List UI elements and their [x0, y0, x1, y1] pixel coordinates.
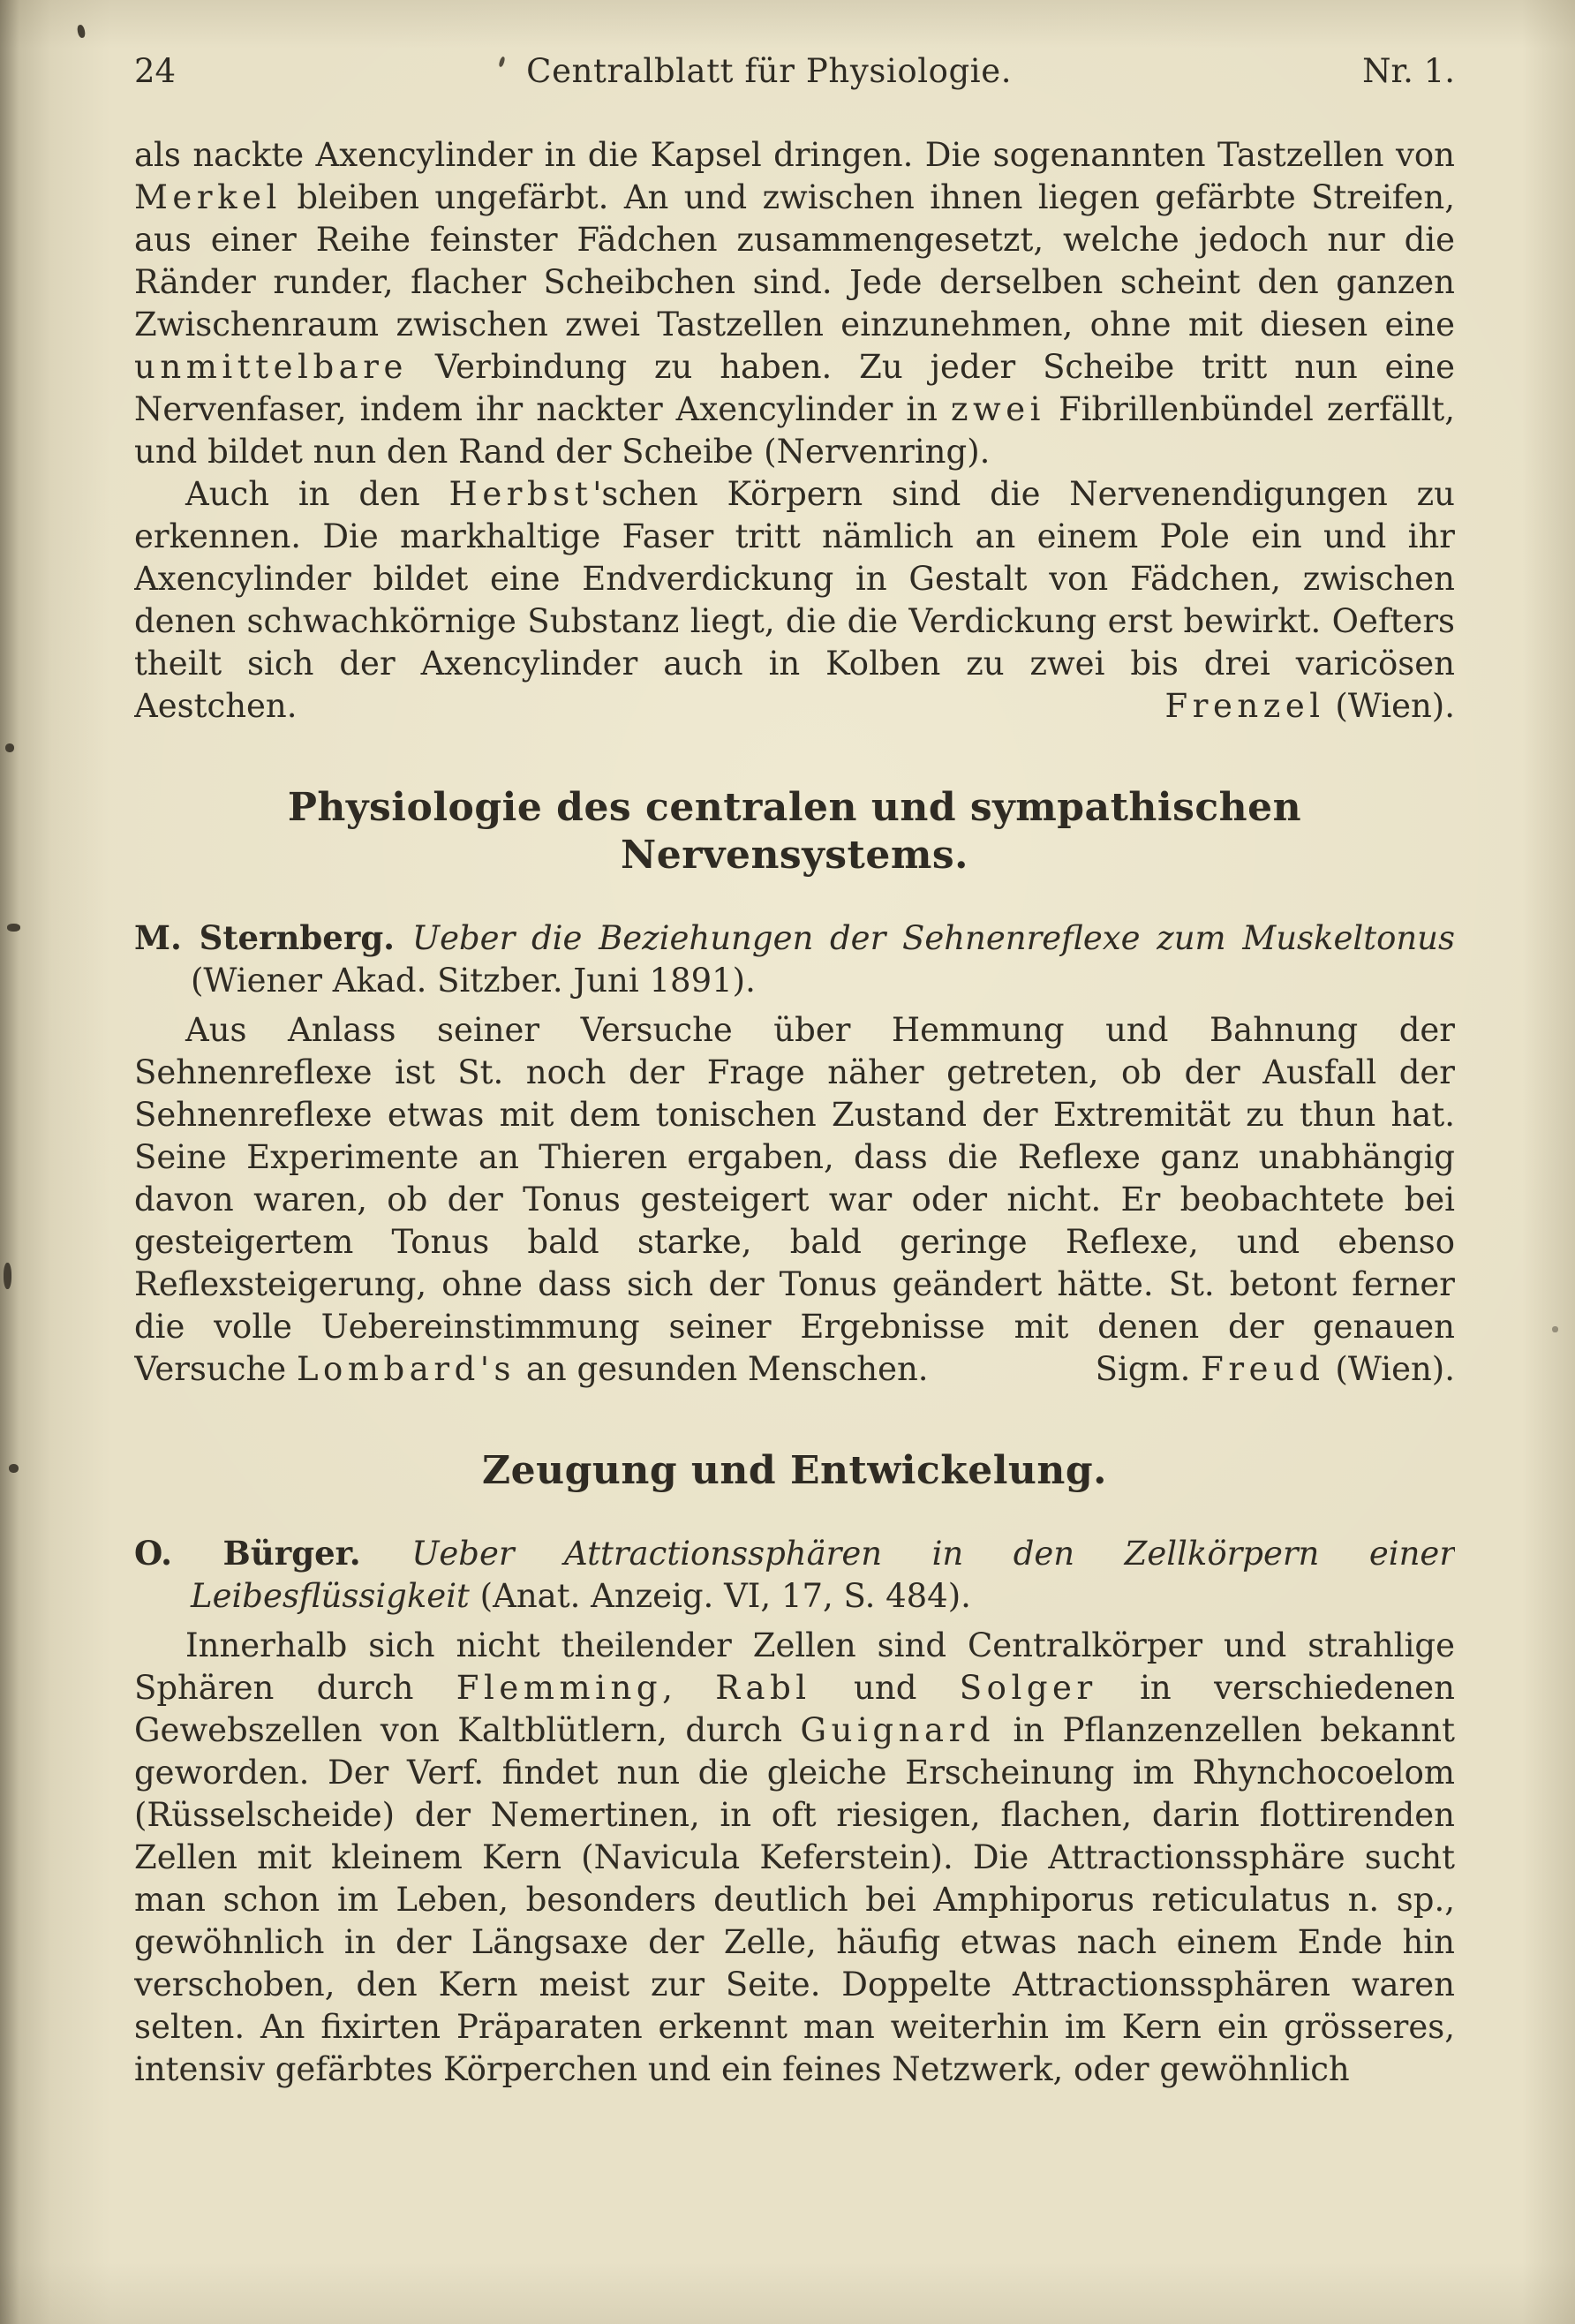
reference-entry [134, 917, 1455, 1002]
emphasized-name: Lombard's [296, 1350, 516, 1388]
text-run: als nackte Axencylinder in die Kapsel dringen. Die sogenannten Tastzellen von [134, 136, 1455, 174]
paper-speck [7, 924, 20, 932]
paragraph [134, 1009, 1455, 1391]
work-title: Ueber Attractionssphären in den Zellkörpern einer Leibesflüssigkeit [191, 1535, 1455, 1615]
text-run: Verbindung zu haben. Zu jeder Scheibe tritt nun eine Nervenfaser, indem ihr nackter Axencylinder in [134, 348, 1455, 428]
paragraph [134, 134, 1455, 473]
text-run: Innerhalb sich nicht theilender Zellen sind Centralkörper und strahlige Sphären durch [134, 1626, 1455, 1707]
reviewer-name: Frenzel [1164, 687, 1325, 725]
text-run: (Wien). [1324, 1350, 1455, 1388]
text-run: (Wiener Akad. Sitzber. Juni 1891). [191, 962, 756, 1000]
emphasized-name: Flemming [456, 1669, 663, 1707]
text-run: in Pflanzenzellen bekannt geworden. Der Verf. findet nun die gleiche Erscheinung im Rhynchocoelom (Rüsselscheide) der Nemertinen, in oft riesigen, flachen, darin flottirenden Zellen mit kleinem Kern (Navicula Keferstein). Die Attractionssphäre sucht man schon im Leben, besonders deutlich bei Amphiporus reticulatus n. sp., gewöhnlich in der Längsaxe der Zelle, häufig etwas nach einem Ende hin verschoben, den Kern meist zur Seite. Doppelte Attractionssphären waren selten. An fixirten Präparaten erkennt man weiterhin im Kern ein grösseres, intensiv gefärbtes Körperchen und ein feines Netzwerk, oder gewöhnlich [134, 1711, 1455, 2088]
text-run: Aus Anlass seiner Versuche über Hemmung und Bahnung der Sehnenreflexe ist St. noch der Frage näher getreten, ob der Ausfall der Sehnenreflexe etwas mit dem tonischen Zustand der Extremität zu thun hat. Seine Experimente an Thieren ergaben, dass die Reflexe ganz unabhängig davon waren, ob der Tonus gesteigert war oder nicht. Er beobachtete bei gesteigertem Tonus bald starke, bald geringe Reflexe, und ebenso Reflexsteigerung, ohne dass sich der Tonus geändert hätte. St. betont ferner die volle Uebereinstimmung seiner Ergebnisse mit denen der genauen Versuche [134, 1011, 1455, 1388]
text-run: Sigm. [1095, 1350, 1202, 1388]
section-heading: Physiologie des centralen und sympathischen Nervensystems. [287, 785, 1302, 878]
paper-speck [77, 24, 87, 38]
paragraph [134, 473, 1455, 728]
paper-speck [4, 1263, 11, 1289]
page-header [134, 51, 1455, 92]
journal-title: Centralblatt für Physiologie. [526, 52, 1013, 90]
paragraph [134, 1625, 1455, 2091]
page-number: 24 [134, 52, 177, 90]
paper-speck [5, 743, 14, 752]
text-run: (Anat. Anzeig. VI, 17, S. 484). [469, 1577, 971, 1615]
text-run: Fibrillenbündel zerfällt, und bildet nun den Rand der Scheibe (Nervenring). [134, 390, 1455, 471]
emphasized-name: Merkel [134, 178, 282, 216]
issue-number: Nr. 1. [1362, 52, 1455, 90]
text-run: (Wien). [1324, 687, 1455, 725]
reference-entry [134, 1532, 1455, 1618]
text-run: bleiben ungefärbt. An und zwischen ihnen liegen gefärbte Streifen, aus einer Reihe feinster Fädchen zusammengesetzt, welche jedoch nur die Ränder runder, flacher Scheibchen sind. Jede derselben scheint den ganzen Zwischenraum zwischen zwei Tastzellen einzunehmen, ohne mit diesen eine [134, 178, 1455, 343]
section-heading: Zeugung und Entwickelung. [482, 1448, 1107, 1493]
text-run: und [810, 1669, 960, 1707]
emphasized-name: zwei [950, 390, 1046, 428]
emphasized-name: Herbst [448, 475, 593, 513]
type-area [134, 51, 1455, 2091]
reviewer-signature [1164, 685, 1455, 728]
emphasized-name: unmittelbare [134, 348, 408, 386]
work-title: Ueber die Beziehungen der Sehnenreflexe zum Muskeltonus [411, 919, 1455, 957]
text-run: an gesunden Menschen. [516, 1350, 929, 1388]
reviewer-signature [1096, 1348, 1455, 1391]
author-name: M. Sternberg. [134, 918, 412, 957]
emphasized-name: Guignard [800, 1711, 996, 1749]
text-run: 'schen Körpern sind die Nervenendigungen zu erkennen. Die markhaltige Faser tritt nämlich an einem Pole ein und ihr Axencylinder bildet eine Endverdickung in Gestalt von Fädchen, zwischen denen schwachkörnige Substanz liegt, die die Verdickung erst bewirkt. Oefters theilt sich der Axencylinder auch in Kolben zu zwei bis drei varicösen Aestchen. [134, 475, 1455, 725]
paper-speck [9, 1464, 19, 1473]
author-name: O. Bürger. [134, 1534, 412, 1573]
text-run: Auch in den [185, 475, 449, 513]
emphasized-name: Rabl [715, 1669, 811, 1707]
paper-speck [1552, 1326, 1558, 1332]
text-run: in verschiedenen Gewebszellen von Kaltblütlern, durch [134, 1669, 1455, 1749]
text-run: , [662, 1669, 716, 1707]
reviewer-name: Freud [1201, 1350, 1325, 1388]
emphasized-name: Solger [959, 1669, 1097, 1707]
page-body [134, 134, 1455, 2091]
